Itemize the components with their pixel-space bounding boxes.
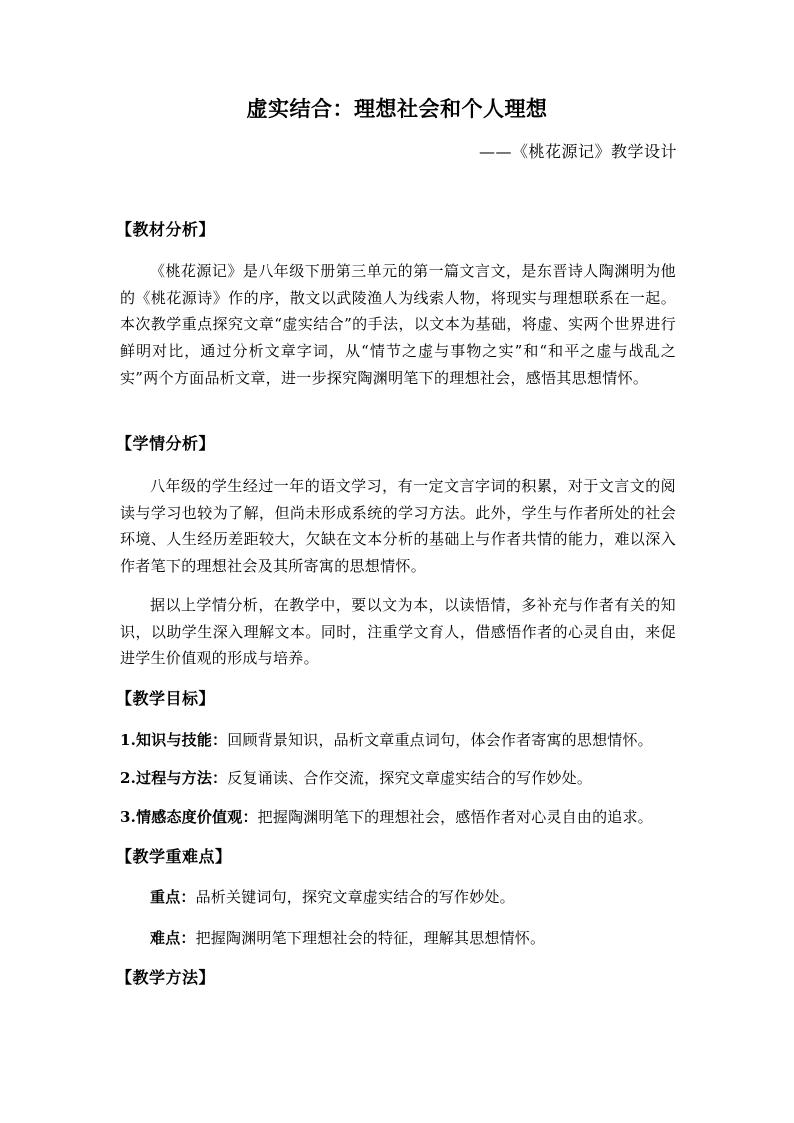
keypoint-label: 难点： [150, 929, 196, 947]
section-heading-material: 【教材分析】 [116, 220, 216, 239]
goal-text: 把握陶渊明笔下的理想社会，感悟作者对心灵自由的追求。 [257, 808, 653, 826]
goal-item [120, 806, 690, 828]
goal-label: 2.过程与方法： [120, 769, 228, 787]
keypoint-item [150, 886, 690, 908]
goal-label: 1.知识与技能： [120, 731, 228, 749]
goal-text: 反复诵读、合作交流，探究文章虚实结合的写作妙处。 [227, 769, 593, 787]
section-heading-students: 【学情分析】 [116, 434, 216, 453]
goal-item [120, 767, 690, 789]
page-subtitle: ——《桃花源记》教学设计 [478, 142, 677, 161]
material-paragraph: 《桃花源记》是八年级下册第三单元的第一篇文言文，是东晋诗人陶渊明为他的《桃花源诗》作的序，散文以武陵渔人为线索人物，将现实与理想联系在一起。本次教学重点探究文章“虚实结合”的手法，以文本为基础，将虚、实两个世界进行鲜明对比，通过分析文章字词，从“情节之虚与事物之实”和“和平之虚与战乱之实”两个方面品析文章，进一步探究陶渊明笔下的理想社会，感悟其思想情怀。 [120, 262, 676, 387]
goal-text: 回顾背景知识，品析文章重点词句，体会作者寄寓的思想情怀。 [227, 731, 653, 749]
keypoint-text: 品析关键词句，探究文章虚实结合的写作妙处。 [195, 888, 515, 906]
page-title: 虚实结合：理想社会和个人理想 [246, 96, 548, 121]
students-paragraph-2: 据以上学情分析，在教学中，要以文为本，以读悟情，多补充与作者有关的知识，以助学生深入理解文本。同时，注重学文育人，借感悟作者的心灵自由，来促进学生价值观的形成与培养。 [120, 596, 676, 668]
section-heading-methods: 【教学方法】 [116, 968, 216, 987]
goal-item [120, 729, 690, 751]
section-heading-goals: 【教学目标】 [116, 689, 216, 708]
section-heading-keypoints: 【教学重难点】 [116, 847, 232, 866]
keypoint-text: 把握陶渊明笔下理想社会的特征，理解其思想情怀。 [195, 929, 546, 947]
students-paragraph-1: 八年级的学生经过一年的语文学习，有一定文言字词的积累，对于文言文的阅读与学习也较为了解，但尚未形成系统的学习方法。此外，学生与作者所处的社会环境、人生经历差距较大，欠缺在文本分析的基础上与作者共情的能力，难以深入作者笔下的理想社会及其所寄寓的思想情怀。 [120, 477, 676, 576]
keypoint-label: 重点： [150, 888, 196, 906]
goal-label: 3.情感态度价值观： [120, 808, 258, 826]
keypoint-item [150, 927, 690, 949]
